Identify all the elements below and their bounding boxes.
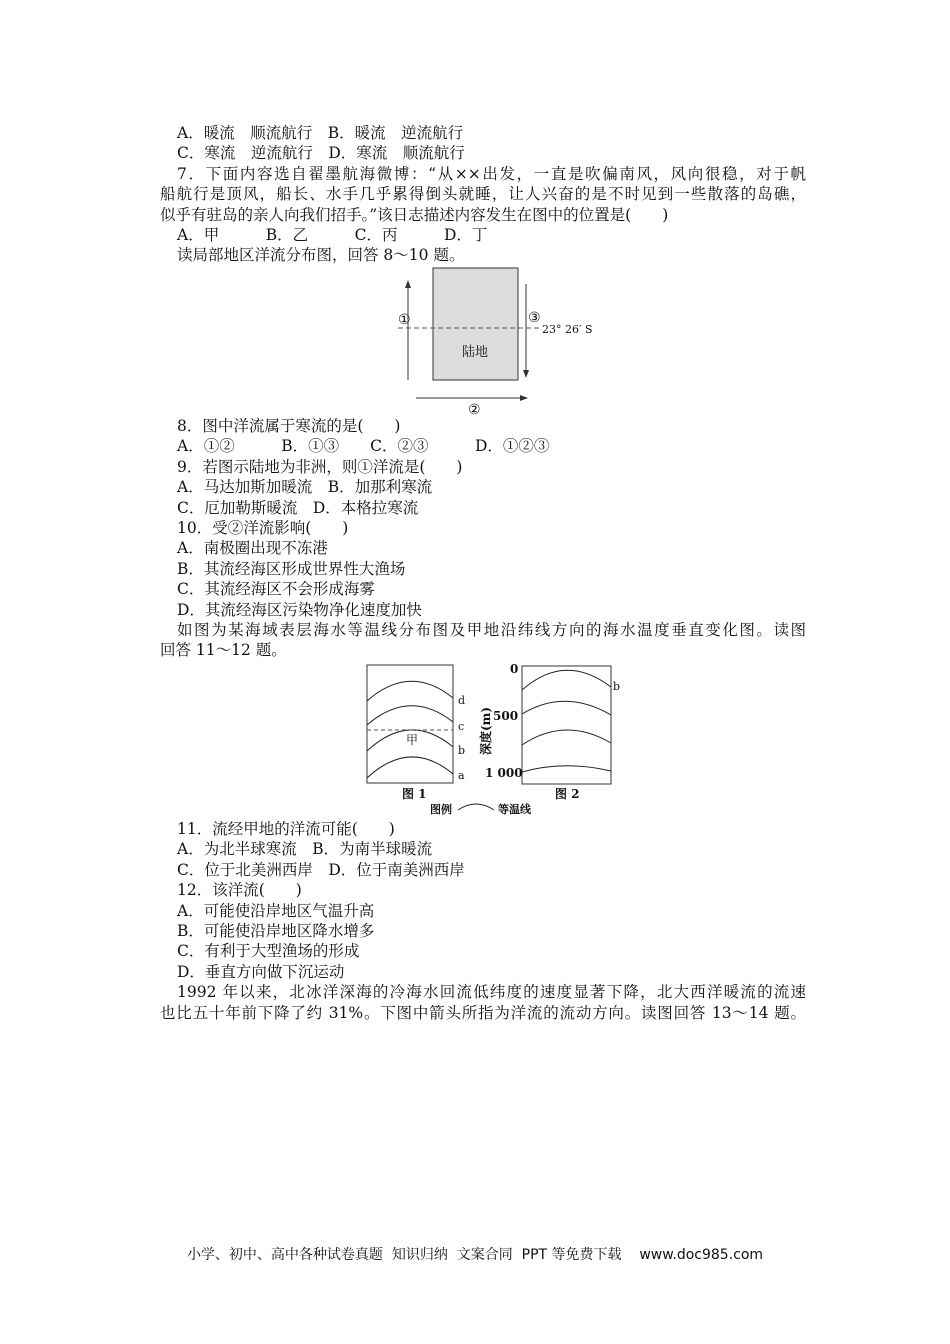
current-1-label: ① [398, 312, 411, 328]
option-line: A．可能使沿岸地区气温升高 [177, 901, 375, 920]
option-line: A．①② B．①③ C．②③ D．①②③ [177, 437, 550, 456]
legend-label: 图例 [430, 803, 452, 816]
option-line: D．垂直方向做下沉运动 [177, 962, 345, 981]
isotherm-label: d [458, 694, 466, 707]
isotherm-line [522, 670, 611, 690]
option-line: A．为北半球寒流 B．为南半球暖流 [177, 840, 433, 859]
isotherm-figure [360, 658, 635, 820]
figure-2-caption: 图 2 [555, 787, 580, 801]
isotherm-label: b [458, 744, 466, 757]
land-block [433, 268, 518, 380]
option-line: D．其流经海区污染物净化速度加快 [177, 600, 422, 619]
latitude-label: 23° 26′ S [542, 323, 593, 336]
intro-11-12: 回答 11～12 题。 [160, 641, 287, 660]
intro-8-10: 读局部地区洋流分布图，回答 8～10 题。 [177, 246, 465, 265]
q6-option-line: C．寒流 逆流航行 D．寒流 顺流航行 [177, 144, 465, 163]
question-line: 9．若图示陆地为非洲，则①洋流是( ) [177, 457, 463, 476]
q6-option-line: A．暖流 顺流航行 B．暖流 逆流航行 [177, 124, 464, 142]
jia-label: 甲 [406, 733, 419, 747]
arrow-head-icon [523, 370, 529, 378]
question-line: 10．受②洋流影响( ) [177, 518, 349, 537]
isotherm-a [367, 757, 453, 778]
depth-tick: 0 [510, 662, 519, 676]
option-line: C．其流经海区不会形成海雾 [177, 580, 375, 599]
question-line: 11．流经甲地的洋流可能( ) [177, 820, 395, 838]
q7-stem: 7．下面内容选自翟墨航海微博：“从××出发，一直是吹偏南风，风向很稳，对于帆 [177, 164, 806, 183]
isotherm-c [367, 706, 453, 725]
option-line: B．其流经海区形成世界性大渔场 [177, 559, 406, 578]
question-block-6-7 [160, 123, 806, 266]
question-line: 12．该洋流( ) [177, 881, 302, 900]
intro-11-12: 如图为某海域表层海水等温线分布图及甲地沿纬线方向的海水温度垂直变化图。读图 [177, 620, 806, 639]
depth-tick: 1 000 [485, 766, 523, 780]
question-line: 8．图中洋流属于寒流的是( ) [177, 417, 401, 435]
figure-1-caption: 图 1 [402, 787, 427, 801]
option-line: C．有利于大型渔场的形成 [177, 942, 360, 961]
option-line: A．马达加斯加暖流 B．加那利寒流 [177, 478, 433, 497]
isotherm-label: c [458, 720, 465, 733]
option-line: A．南极圈出现不冻港 [177, 539, 328, 558]
question-block-11-14 [160, 819, 806, 1023]
ocean-current-figure [380, 262, 610, 418]
arrow-head-icon [405, 280, 411, 288]
depth-axis-label: 深度(m) [479, 706, 493, 755]
intro-13-14: 1992 年以来，北冰洋深海的冷海水回流低纬度的速度显著下降，北大西洋暖流的流速 [177, 983, 806, 1002]
isotherm-line [522, 730, 611, 745]
isotherm-label: a [458, 769, 465, 782]
legend-isotherm-icon [458, 804, 494, 810]
q7-stem: 似乎有驻岛的亲人向我们招手。”该日志描述内容发生在图中的位置是( ) [160, 205, 669, 224]
q7-stem: 船航行是顶风，船长、水手几乎累得倒头就睡，让人兴奋的是不时见到一些散落的岛礁， [160, 185, 806, 204]
current-3-label: ③ [528, 310, 541, 326]
depth-tick: 500 [493, 709, 519, 723]
legend-text: 等温线 [498, 803, 531, 816]
isotherm-line [522, 701, 611, 715]
option-line: C．厄加勒斯暖流 D．本格拉寒流 [177, 498, 419, 517]
arrow-head-icon [520, 395, 528, 401]
isotherm-line [522, 766, 611, 772]
current-2-label: ② [468, 402, 481, 418]
figure-2-frame [522, 666, 611, 784]
option-line: C．位于北美洲西岸 D．位于南美洲西岸 [177, 860, 465, 879]
footer: 小学、初中、高中各种试卷真题 知识归纳 文案合同 PPT 等免费下载 www.doc985.com [186, 1247, 764, 1263]
isotherm-d [367, 681, 453, 701]
question-block-8-10 [160, 416, 806, 661]
q7-options: A．甲 B．乙 C．丙 D．丁 [177, 225, 488, 244]
land-label: 陆地 [462, 345, 489, 360]
intro-13-14: 也比五十年前下降了约 31%。下图中箭头所指为洋流的流动方向。读图回答 13～14 题。 [160, 1003, 806, 1022]
option-line: B．可能使沿岸地区降水增多 [177, 921, 375, 940]
isotherm-label: b [613, 680, 621, 693]
